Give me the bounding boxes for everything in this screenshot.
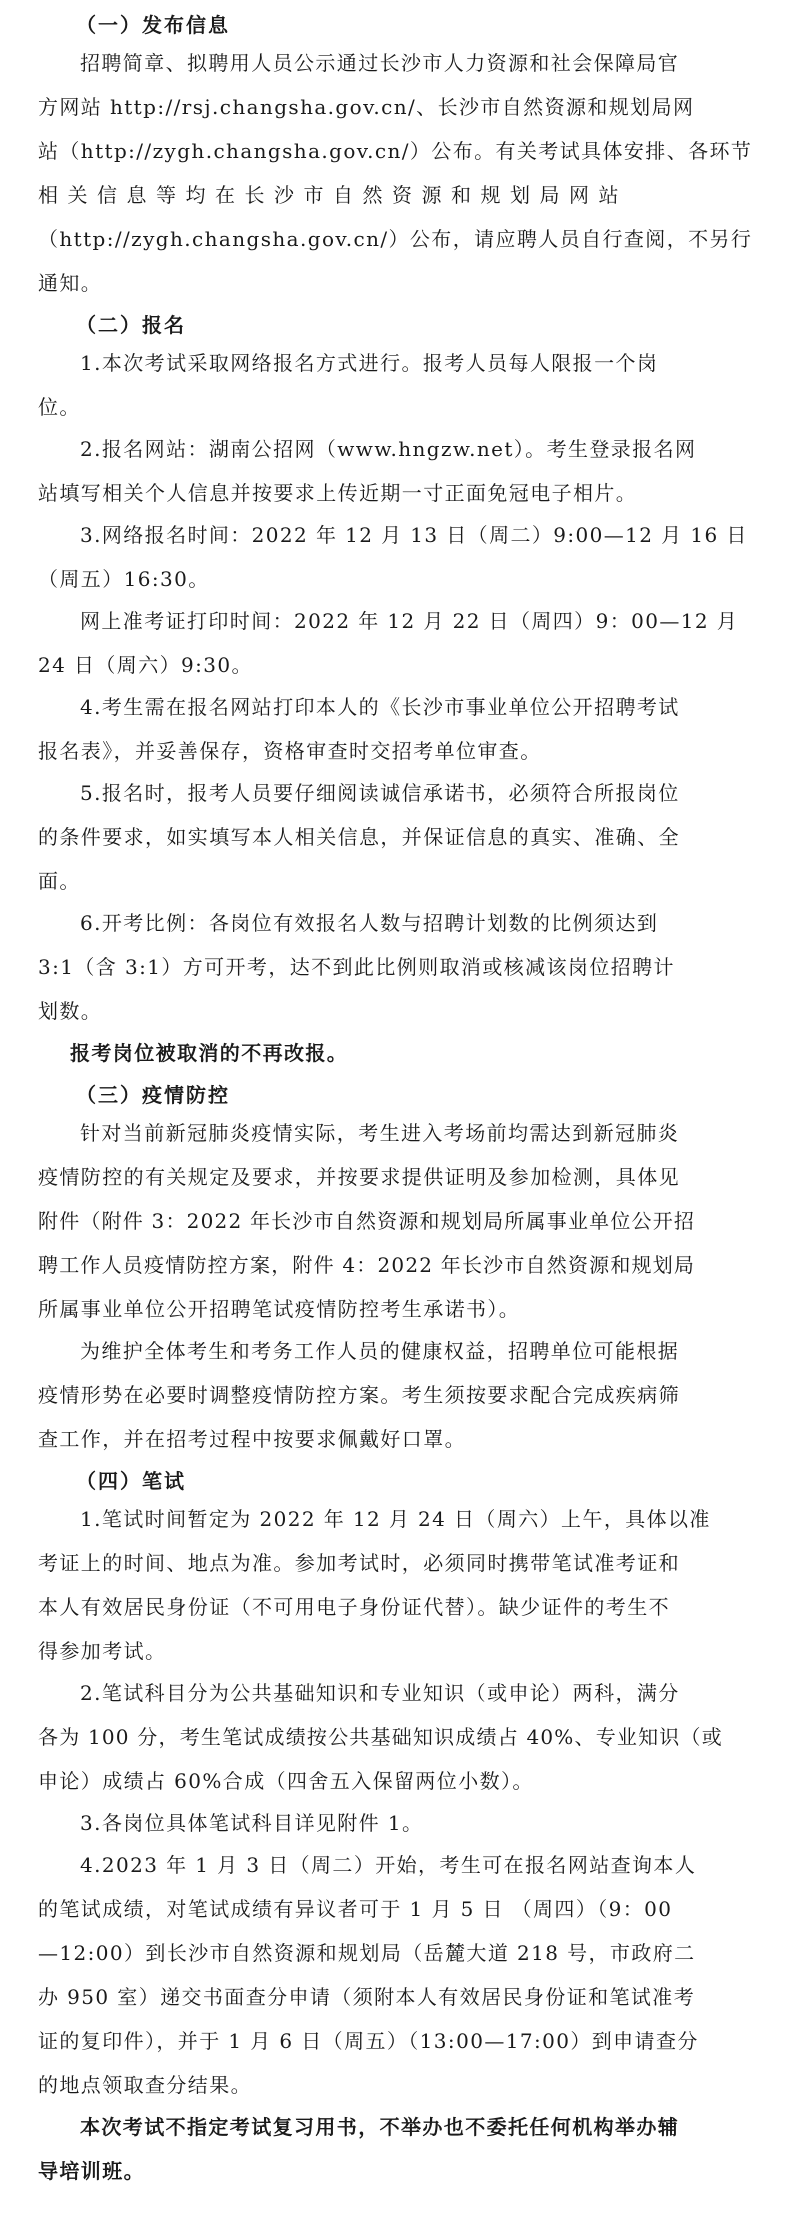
text-line: 网上准考证打印时间：2022 年 12 月 22 日（周四）9：00—12 月 bbox=[80, 609, 739, 633]
paragraph-publish-info bbox=[38, 48, 782, 298]
section-heading-3: （三）疫情防控 bbox=[76, 1083, 230, 1107]
text-line: 站填写相关个人信息并按要求上传近期一寸正面免冠电子相片。 bbox=[38, 481, 638, 505]
text-line: 考证上的时间、地点为准。参加考试时，必须同时携带笔试准考证和 bbox=[38, 1551, 680, 1575]
text-line: （http://zygh.changsha.gov.cn/）公布，请应聘人员自行查阅，不另行 bbox=[38, 227, 753, 251]
paragraph-epidemic-2 bbox=[38, 1336, 782, 1454]
paragraph-exam-3 bbox=[38, 1808, 782, 1838]
text-line: 1.本次考试采取网络报名方式进行。报考人员每人限报一个岗 bbox=[80, 351, 659, 375]
paragraph-cancel-note bbox=[38, 1038, 782, 1068]
text-line: —12:00）到长沙市自然资源和规划局（岳麓大道 218 号，市政府二 bbox=[38, 1941, 696, 1965]
section-heading-2: （二）报名 bbox=[76, 313, 186, 337]
bold-note: 导培训班。 bbox=[38, 2159, 145, 2183]
text-line: 2.报名网站：湖南公招网（www.hngzw.net）。考生登录报名网 bbox=[80, 437, 697, 461]
text-line: 划数。 bbox=[38, 999, 103, 1023]
text-line: 6.开考比例：各岗位有效报名人数与招聘计划数的比例须达到 bbox=[80, 911, 659, 935]
text-line: 证的复印件），并于 1 月 6 日（周五）（13:00—17:00）到申请查分 bbox=[38, 2029, 699, 2053]
text-line: 位。 bbox=[38, 395, 81, 419]
text-line: 的条件要求，如实填写本人相关信息，并保证信息的真实、准确、全 bbox=[38, 825, 680, 849]
text-line: 疫情防控的有关规定及要求，并按要求提供证明及参加检测，具体见 bbox=[38, 1165, 680, 1189]
text-line: 3.网络报名时间：2022 年 12 月 13 日（周二）9:00—12 月 16 日 bbox=[80, 523, 748, 547]
text-line: 报名表》，并妥善保存，资格审查时交招考单位审查。 bbox=[38, 739, 542, 763]
text-line: 面。 bbox=[38, 869, 81, 893]
section-heading-1: （一）发布信息 bbox=[76, 13, 230, 37]
text-line: 申论）成绩占 60%合成（四舍五入保留两位小数）。 bbox=[38, 1769, 534, 1793]
text-line: 1.笔试时间暂定为 2022 年 12 月 24 日（周六）上午，具体以准 bbox=[80, 1507, 711, 1531]
text-line: 相关信息等均在长沙市自然资源和规划局网站 bbox=[38, 183, 628, 207]
paragraph-registration-3 bbox=[38, 520, 782, 594]
section-heading-4: （四）笔试 bbox=[76, 1469, 186, 1493]
text-line: 聘工作人员疫情防控方案，附件 4：2022 年长沙市自然资源和规划局 bbox=[38, 1253, 696, 1277]
paragraph-registration-2 bbox=[38, 434, 782, 508]
text-line: 4.考生需在报名网站打印本人的《长沙市事业单位公开招聘考试 bbox=[80, 695, 680, 719]
bold-note: 本次考试不指定考试复习用书，不举办也不委托任何机构举办辅 bbox=[80, 2115, 680, 2139]
paragraph-registration-5 bbox=[38, 778, 782, 896]
text-line: 的笔试成绩，对笔试成绩有异议者可于 1 月 5 日 （周四）（9：00 bbox=[38, 1897, 673, 1921]
paragraph-exam-2 bbox=[38, 1678, 782, 1796]
paragraph-final-note bbox=[38, 2112, 782, 2186]
text-line: 2.笔试科目分为公共基础知识和专业知识（或申论）两科，满分 bbox=[80, 1681, 680, 1705]
bold-note: 报考岗位被取消的不再改报。 bbox=[70, 1041, 349, 1065]
text-line: 3:1（含 3:1）方可开考，达不到此比例则取消或核减该岗位招聘计 bbox=[38, 955, 675, 979]
text-line: 疫情形势在必要时调整疫情防控方案。考生须按要求配合完成疾病筛 bbox=[38, 1383, 680, 1407]
text-line: 5.报名时，报考人员要仔细阅读诚信承诺书，必须符合所报岗位 bbox=[80, 781, 680, 805]
text-line: 招聘简章、拟聘用人员公示通过长沙市人力资源和社会保障局官 bbox=[80, 51, 680, 75]
text-line: 通知。 bbox=[38, 271, 103, 295]
paragraph-admission-print bbox=[38, 606, 782, 680]
text-line: 本人有效居民身份证（不可用电子身份证代替）。缺少证件的考生不 bbox=[38, 1595, 670, 1619]
paragraph-exam-4 bbox=[38, 1850, 782, 2100]
text-line: 查工作，并在招考过程中按要求佩戴好口罩。 bbox=[38, 1427, 466, 1451]
text-line: 附件（附件 3：2022 年长沙市自然资源和规划局所属事业单位公开招 bbox=[38, 1209, 696, 1233]
text-line: 各为 100 分，考生笔试成绩按公共基础知识成绩占 40%、专业知识（或 bbox=[38, 1725, 723, 1749]
text-line: 方网站 http://rsj.changsha.gov.cn/、长沙市自然资源和规划局网 bbox=[38, 95, 695, 119]
text-line: 3.各岗位具体笔试科目详见附件 1。 bbox=[80, 1811, 424, 1835]
paragraph-registration-4 bbox=[38, 692, 782, 766]
paragraph-exam-1 bbox=[38, 1504, 782, 1666]
text-line: 针对当前新冠肺炎疫情实际，考生进入考场前均需达到新冠肺炎 bbox=[80, 1121, 680, 1145]
text-line: 站（http://zygh.changsha.gov.cn/）公布。有关考试具体安排、各环节 bbox=[38, 139, 753, 163]
paragraph-registration-1 bbox=[38, 348, 782, 422]
text-line: 为维护全体考生和考务工作人员的健康权益，招聘单位可能根据 bbox=[80, 1339, 680, 1363]
text-line: 24 日（周六）9:30。 bbox=[38, 653, 253, 677]
text-line: 办 950 室）递交书面查分申请（须附本人有效居民身份证和笔试准考 bbox=[38, 1985, 696, 2009]
paragraph-registration-6 bbox=[38, 908, 782, 1026]
text-line: 4.2023 年 1 月 3 日（周二）开始，考生可在报名网站查询本人 bbox=[80, 1853, 697, 1877]
text-line: 得参加考试。 bbox=[38, 1639, 167, 1663]
text-line: 的地点领取查分结果。 bbox=[38, 2073, 252, 2097]
paragraph-epidemic-1 bbox=[38, 1118, 782, 1324]
text-line: 所属事业单位公开招聘笔试疫情防控考生承诺书）。 bbox=[38, 1297, 521, 1321]
text-line: （周五）16:30。 bbox=[38, 567, 210, 591]
